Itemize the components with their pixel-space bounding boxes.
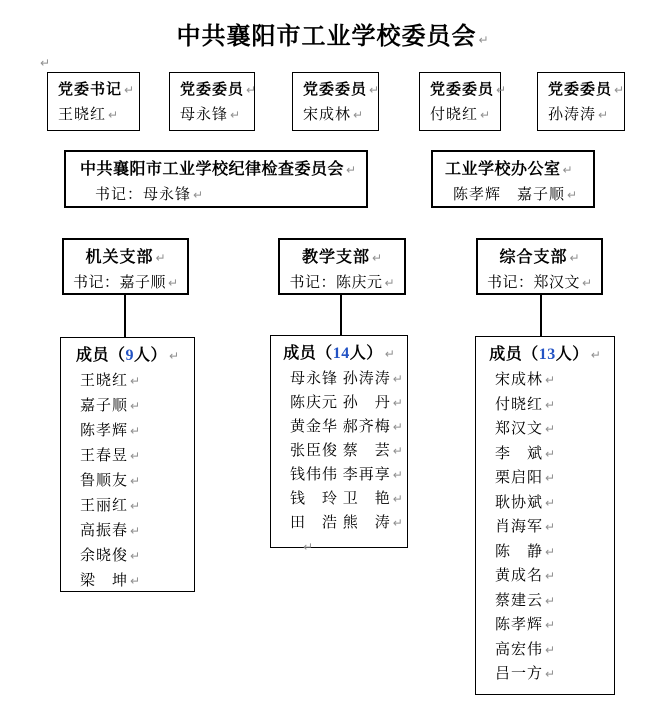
member-name: 黄成名 ↵: [495, 568, 556, 584]
member-name: 梁 坤 ↵: [80, 573, 141, 589]
role-label: 党委委员 ↵: [180, 82, 257, 98]
paragraph-mark: ↵: [545, 544, 556, 559]
branch-title: 教学支部 ↵: [301, 249, 383, 266]
members-header-pre: 成员（: [283, 345, 333, 362]
members-header-post: 人）: [349, 345, 383, 362]
paragraph-mark: ↵: [353, 108, 364, 122]
paragraph-mark: ↵: [545, 593, 556, 608]
members-box-jiaoxue: [270, 335, 408, 554]
member-name: 郑汉文 ↵: [495, 421, 556, 437]
member-name: 吕一方 ↵: [495, 666, 556, 682]
paragraph-mark: ↵: [168, 349, 180, 363]
paragraph-mark: ↵: [130, 374, 141, 388]
branch-title: 综合支部 ↵: [499, 249, 580, 266]
paragraph-mark: ↵: [392, 468, 403, 482]
members-header-post: 人）: [555, 346, 589, 363]
member-name: 高宏伟 ↵: [495, 641, 556, 658]
role-label: 党委委员 ↵: [303, 82, 380, 98]
paragraph-mark: ↵: [193, 188, 204, 202]
role-label: 党委委员 ↵: [430, 82, 507, 98]
role-label: 党委委员 ↵: [548, 82, 625, 98]
branch-title: 机关支部 ↵: [85, 249, 166, 266]
paragraph-mark: ↵: [124, 83, 135, 97]
member-name-pair: 张臣俊 蔡 芸 ↵: [290, 443, 403, 459]
person-name: 母永锋 ↵: [180, 107, 241, 123]
paragraph-mark: ↵: [496, 83, 507, 97]
member-name: 蔡建云 ↵: [495, 592, 556, 609]
member-name: 嘉子顺 ↵: [80, 398, 141, 414]
paragraph-mark: ↵: [130, 474, 141, 488]
paragraph-mark: ↵: [581, 276, 593, 290]
member-name: 高振春 ↵: [80, 523, 141, 539]
member-name: 肖海军 ↵: [495, 519, 556, 535]
paragraph-mark: ↵: [567, 188, 578, 202]
paragraph-mark: ↵: [545, 495, 556, 510]
paragraph-mark: ↵: [130, 399, 141, 413]
branch-box-jiaoxue: [278, 238, 406, 295]
connector-line-left: [124, 295, 126, 337]
paragraph-mark: ↵: [167, 276, 179, 290]
top-box-member-4: [537, 72, 625, 131]
connector-line-middle: [340, 295, 342, 335]
members-count: 14: [332, 345, 350, 362]
paragraph-mark: ↵: [545, 471, 556, 485]
member-name: 陈孝辉 ↵: [495, 617, 556, 633]
member-name-pair: 母永锋 孙涛涛 ↵: [290, 371, 403, 387]
member-name: 陈孝辉 ↵: [80, 423, 141, 439]
paragraph-mark: ↵: [392, 372, 403, 386]
paragraph-mark: ↵: [230, 108, 241, 122]
paragraph-mark: ↵: [614, 83, 625, 97]
branch-secretary: 书记：嘉子顺 ↵: [72, 275, 179, 291]
committee-title: 中共襄阳市工业学校纪律检查委员会 ↵: [80, 161, 357, 178]
paragraph-mark: ↵: [346, 163, 357, 177]
person-name: 孙涛涛 ↵: [548, 107, 609, 123]
paragraph-mark: ↵: [384, 347, 395, 361]
paragraph-mark: ↵: [598, 108, 609, 122]
members-box-zonghe: [475, 336, 615, 695]
person-name: 付晓红 ↵: [430, 107, 491, 123]
paragraph-mark: ↵: [545, 569, 556, 583]
page-title: 中共襄阳市工业学校委员会 ↵: [176, 24, 489, 50]
discipline-committee-box: [64, 150, 368, 208]
member-name: 王丽红 ↵: [80, 498, 141, 514]
members-box-jiguan: [60, 337, 195, 592]
members-count: 13: [538, 346, 556, 363]
member-name-pair: 钱伟伟 李再享 ↵: [290, 467, 403, 483]
member-name: 宋成林 ↵: [495, 372, 556, 388]
paragraph-mark: ↵: [392, 444, 403, 458]
paragraph-mark: ↵: [130, 524, 141, 538]
paragraph-mark: ↵: [130, 449, 141, 463]
paragraph-mark: ↵: [392, 492, 403, 506]
members-header: [271, 341, 407, 367]
paragraph-mark: ↵: [384, 276, 395, 290]
members-header-post: 人）: [133, 347, 167, 364]
paragraph-mark: ↵: [545, 642, 556, 657]
person-name: 王晓红 ↵: [58, 107, 119, 123]
person-name: 宋成林 ↵: [303, 107, 364, 123]
paragraph-mark: ↵: [130, 574, 141, 588]
branch-box-zonghe: [476, 238, 603, 295]
office-title: 工业学校办公室 ↵: [445, 161, 573, 178]
connector-line-right: [540, 295, 542, 336]
paragraph-mark: ↵: [130, 424, 141, 438]
empty-line: [271, 535, 407, 559]
top-box-member-2: [292, 72, 379, 131]
top-box-member-1: [169, 72, 255, 131]
paragraph-mark: ↵: [369, 83, 380, 97]
members-header: [476, 342, 614, 368]
member-name: 余晓俊 ↵: [80, 548, 141, 564]
paragraph-mark: ↵: [545, 520, 556, 534]
paragraph-mark: ↵: [545, 422, 556, 436]
paragraph-mark: ↵: [392, 420, 403, 434]
paragraph-mark: ↵: [371, 251, 383, 265]
member-name: 栗启阳 ↵: [495, 470, 556, 486]
paragraph-mark: ↵: [303, 540, 314, 554]
paragraph-mark: ↵: [545, 446, 556, 461]
paragraph-mark: ↵: [480, 108, 491, 122]
office-staff: 陈孝辉 嘉子顺 ↵: [453, 187, 578, 203]
paragraph-mark: ↵: [108, 108, 119, 122]
top-box-party-secretary: [47, 72, 140, 131]
paragraph-mark: ↵: [562, 163, 573, 177]
paragraph-mark: ↵: [545, 397, 556, 412]
paragraph-mark: ↵: [155, 251, 166, 265]
paragraph-mark: ↵: [545, 618, 556, 632]
member-name: 付晓红 ↵: [495, 396, 556, 413]
member-name-pair: 田 浩 熊 涛 ↵: [290, 515, 403, 531]
paragraph-mark: ↵: [130, 549, 141, 563]
members-header-pre: 成员（: [75, 347, 126, 364]
paragraph-mark: ↵: [590, 348, 601, 362]
paragraph-mark: ↵: [569, 251, 580, 265]
members-header-pre: 成员（: [489, 346, 539, 363]
members-header: [61, 343, 194, 369]
member-name-pair: 陈庆元 孙 丹 ↵: [290, 395, 403, 411]
member-name: 李 斌 ↵: [495, 445, 556, 462]
branch-secretary: 书记：郑汉文 ↵: [486, 275, 593, 291]
paragraph-mark: ↵: [130, 499, 141, 513]
member-name-pair: 黄金华 郝齐梅 ↵: [290, 419, 403, 435]
committee-secretary: 书记：母永锋 ↵: [95, 187, 204, 203]
member-name-pair: 钱 玲 卫 艳 ↵: [290, 491, 403, 507]
member-name: 王春昱 ↵: [80, 448, 141, 464]
paragraph-mark: ↵: [246, 83, 257, 97]
branch-secretary: 书记：陈庆元 ↵: [289, 275, 395, 291]
paragraph-mark: ↵: [545, 373, 556, 387]
member-name: 陈 静 ↵: [495, 543, 556, 560]
role-label: 党委书记 ↵: [58, 82, 135, 98]
paragraph-mark: ↵: [392, 516, 403, 530]
member-name: 王晓红 ↵: [80, 373, 141, 389]
member-name: 鲁顺友 ↵: [80, 473, 141, 489]
member-name: 耿协斌 ↵: [495, 494, 556, 511]
paragraph-mark: ↵: [545, 667, 556, 681]
top-box-member-3: [419, 72, 507, 131]
paragraph-mark: ↵: [392, 396, 403, 410]
paragraph-mark: ↵: [40, 56, 51, 70]
paragraph-mark: ↵: [478, 33, 489, 47]
members-count: 9: [125, 347, 134, 364]
school-office-box: [431, 150, 595, 208]
branch-box-jiguan: [62, 238, 189, 295]
